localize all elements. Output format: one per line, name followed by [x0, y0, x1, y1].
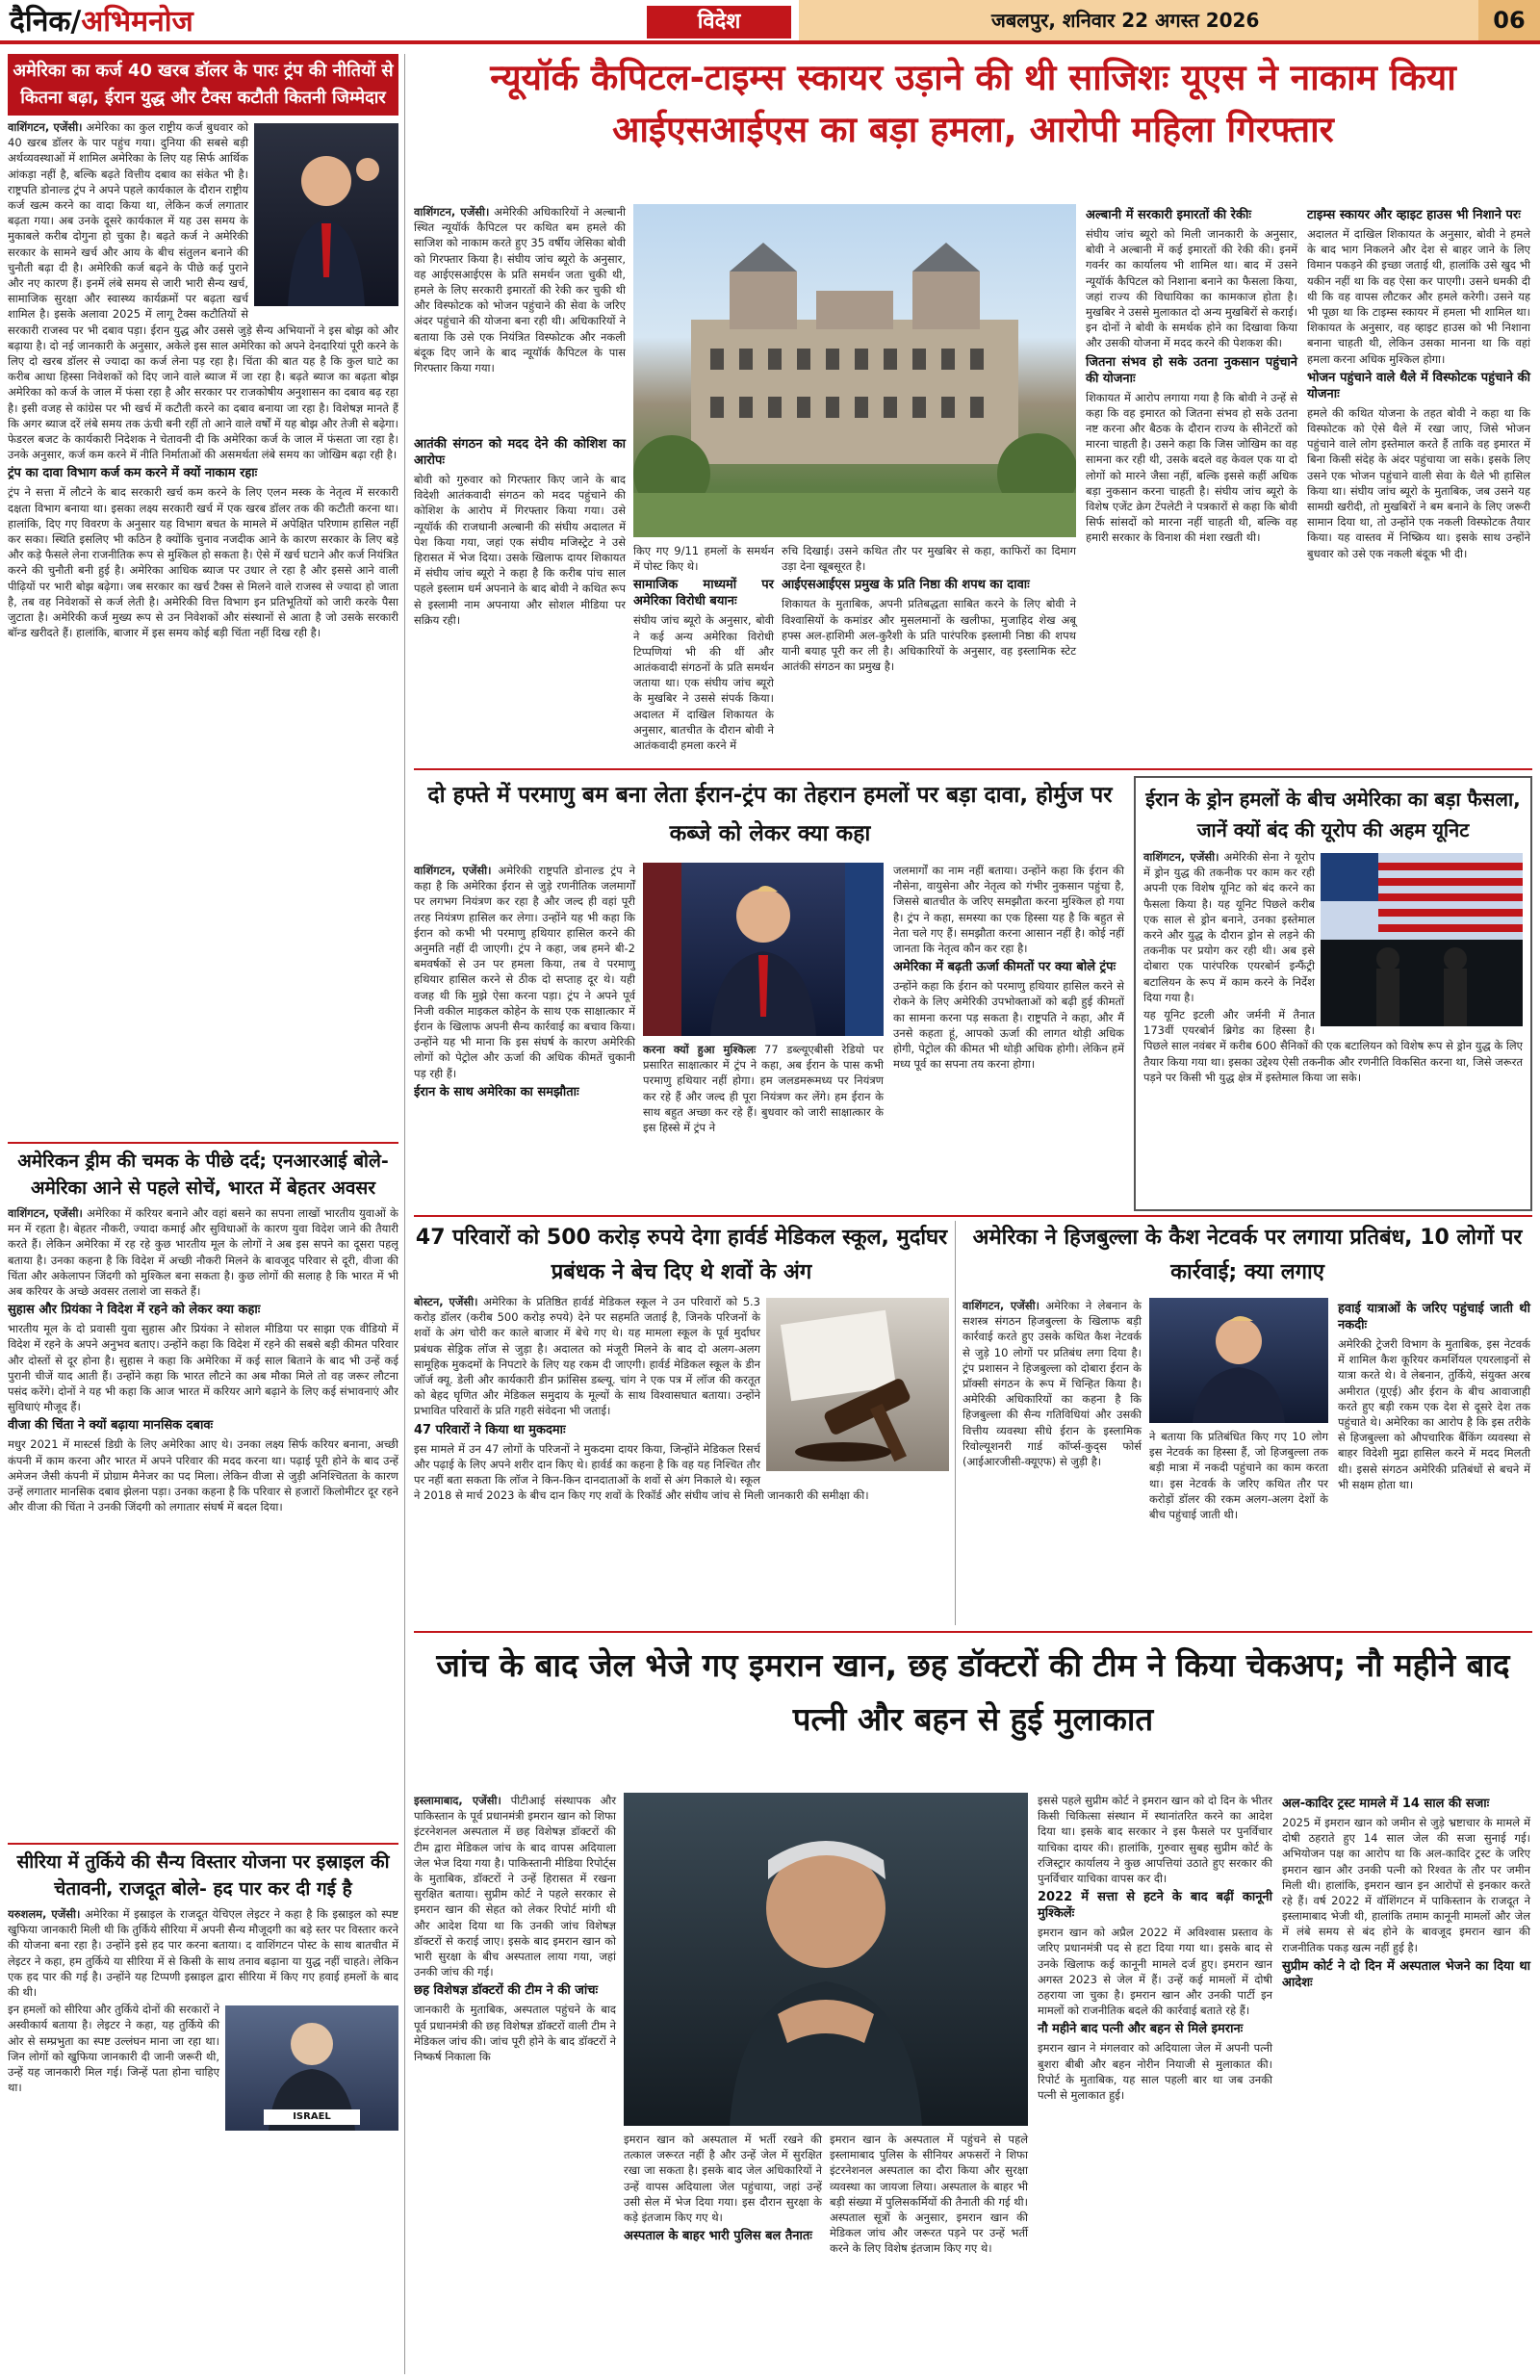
person-icon	[643, 863, 884, 1036]
newspaper-logo: दैनिक/अभिमनोज	[10, 5, 193, 39]
imran-khan-photo	[624, 1793, 1028, 2126]
building-icon	[633, 204, 1076, 537]
masthead-band	[799, 0, 1540, 40]
subhead: सुप्रीम कोर्ट ने दो दिन में अस्पताल भेजने का दिया था आदेशः	[1282, 1958, 1530, 1990]
subhead: जितना संभव हो सके उतना नुकसान पहुंचाने की योजनाः	[1086, 354, 1297, 386]
trump-speech-photo	[643, 863, 884, 1036]
capitol-building-photo	[633, 204, 1076, 537]
subhead: टाइम्स स्कायर और व्हाइट हाउस भी निशाने परः	[1307, 208, 1521, 222]
flag-icon	[1321, 853, 1523, 1026]
harvard-story: 47 परिवारों को 500 करोड़ रुपये देगा हार्वर्ड मेडिकल स्कूल, मुर्दाघर प्रबंधक ने बेच दिए थे शवों के अंग बोस्टन, एजेंसी। अमेरिका के प्रतिष्ठित हार्वर्ड मेडिकल स्कूल ने उन परिवारों को 5.3 करोड़ डॉलर (करीब 500 करोड़ रुपये) देने पर सहमति जताई है, जिनके परिजनों के शवों के अंग चोरी कर काले बाजार में बेचे गए थे। यह मामला स्कूल के पूर्व मुर्दाघर प्रबंधक सेड्रिक लॉज से जुड़ा है। अदालत को मंजूरी मिलने के बाद दो अलग-अलग सामूहिक मुकदमों के निपटारे के लिए यह रकम दी जाएगी। हार्वर्ड मेडिकल स्कूल के डीन जॉर्ज क्यू. डेली और कार्यकारी डीन फ्रांसिस डब्ल्यू. चांग ने एक पत्र में लॉज की करतूत को बेहद घृणित और मेडिकल समुदाय के मूल्यों के साथ विश्वासघात बताया। उन्होंने प्रभावित परिवारों के प्रति गहरी संवेदना भी जताई। 47 परिवारों ने किया था मुकदमाः इस मामले में उन 47 लोगों के परिजनों ने मुकदमा दायर किया, जिन्होंने मेडिकल रिसर्च और पढ़ाई के लिए अपने शरीर दान किए थे। हार्वर्ड का कहना है कि वह यह निश्चित तौर पर नहीं बता सकता कि लॉज ने किन-किन दानदाताओं के शवों से अंग निकाले थे। स्कूल ने 2018 से मार्च 2023 के बीच दान किए गए शवों के रिकॉर्ड और संघीय जांच से मिली जानकारी की समीक्षा की।	[414, 1221, 949, 1629]
lead-story-body: वाशिंगटन, एजेंसी। अमेरिकी अधिकारियों ने अल्बानी स्थित न्यूयॉर्क कैपिटल पर कथित बम हमले की साजिश को नाकाम करते हुए 35 वर्षीय जेसिका बोवी को गिरफ्तार किया है। संघीय जांच ब्यूरो के अनुसार, वह आईएसआईएस के प्रति समर्थन जता चुकी थी, हमले के लिए सरकारी इमारतों की रेकी कर चुकी थी और विस्फोटक को भोजन पहुंचाने की सेवा के जरिए अंदर पहुंचाने की योजना बना रही थी। अधिकारियों ने बताया कि उसे एक नियंत्रित विस्फोटक और नकली बंदूक दिए जाने के बाद न्यूयॉर्क कैपिटल के पास गिरफ्तार किया गया। आतंकी संगठन को मदद देने की कोशिश का आरोपः बोवी को गुरुवार को गिरफ्तार किए जाने के बाद विदेशी आतंकवादी संगठन को मदद पहुंचाने की कोशिश के आरोप में गिरफ्तार किया गया। उसे न्यूयॉर्क की राजधानी अल्बानी की संघीय अदालत में पेश किया गया, जहां एक संघीय मजिस्ट्रेट ने उसे हिरासत में भेज दिया। उसके खिलाफ दायर शिकायत में संघीय जांच ब्यूरो ने कहा है कि करीब पांच साल पहले इस्लाम धर्म अपनाने के बाद बोवी ने कथित रूप से इस्लामी नाम अपनाया और सोशल मीडिया पर सक्रिय रही। किए गए 9/11 हमलों के समर्थन में पोस्ट किए थे। सामाजिक माध्यमों पर अमेरिका विरोधी बयानः संघीय जांच ब्यूरो के अनुसार, बोवी ने कई अन्य अमेरिका विरोधी टिप्पणियां भी की थीं और आतंकवादी संगठनों के प्रति समर्थन जताया था। एक संघीय जांच ब्यूरो के मुखबिर ने उससे संपर्क किया। अदालत में दाखिल शिकायत के अनुसार, बातचीत के दौरान बोवी ने आतंकवादी हमला करने में रुचि दिखाई। उसने कथित तौर पर मुखबिर से कहा, काफिरों का दिमाग उड़ा देना खूबसूरत है। आईएसआईएस प्रमुख के प्रति निष्ठा की शपथ का दावाः शिकायत के मुताबिक, अपनी प्रतिबद्धता साबित करने के लिए बोवी ने विश्वासियों के कमांडर और मुसलमानों के खलीफा, मुजाहिद शेख अबू हफ्स अल-हाशिमी अल-कुरैशी के प्रति पारंपरिक इस्लामी निष्ठा की शपथ यानी बयाह पूरी कर ली है। अधिकारियों के अनुसार, वह इस्लामिक स्टेट आतंकी संगठन का प्रमुख है। अल्बानी में सरकारी इमारतों की रेकीः संघीय जांच ब्यूरो को मिली जानकारी के अनुसार, बोवी ने अल्बानी में कई इमारतों की रेकी की। इनमें गवर्नर का कार्यालय भी शामिल था। बाद में उसने न्यूयॉर्क कैपिटल को निशाना बनाने का फैसला किया, जहां राज्य की विधायिका का कामकाज होता है। मुखबिर ने उससे मुलाकात दो अन्य मुखबिरों से कराई। इन दोनों ने बोवी के समर्थक होने का दिखावा किया और उसकी योजना में मदद करने की पेशकश की। जितना संभव हो सके उतना नुकसान पहुंचाने की योजनाः शिकायत में आरोप लगाया गया है कि बोवी ने उन्हें से कहा कि वह इमारत को जितना संभव हो सके उतना नष्ट करना और बैठक के दौरान राज्य के सीनेटरों को मारना चाहती है। उसने कहा कि जिस जोखिम का वह सामना कर रही थी, उसके बदले वह केवल एक या दो लोगों को मारने जैसा नहीं, बल्कि इससे कहीं अधिक बड़ा नुकसान करना चाहती है। संघीय जांच ब्यूरो के विशेष एजेंट क्रेग टेंपलेटी ने पत्रकारों से कहा कि बोवी सिर्फ सांसदों को मारना नहीं चाहती थी, बल्कि वह हमारी सरकार के विनाश की मंशा रखती थी। टाइम्स स्कायर और व्हाइट हाउस भी निशाने परः अदालत में दाखिल शिकायत के अनुसार, बोवी ने हमले के बाद भाग निकलने और देश से बाहर जाने के लिए विमान पकड़ने की इच्छा जताई थी, हालांकि उसे खुद भी यकीन नहीं था कि वह ऐसा कर पाएगी। उसने धमकी दी थी कि वह वापस लौटकर और हमले करेगी। उसने यह भी पूछा था कि टाइम्स स्कायर में हमला भी शामिल था। शिकायत के अनुसार, वह व्हाइट हाउस को भी निशाना बनाना चाहती थी, लेकिन उसका मानना था कि वहां हमला करना अधिक मुश्किल होगा। भोजन पहुंचाने वाले थैले में विस्फोटक पहुंचाने की योजनाः हमले की कथित योजना के तहत बोवी ने कहा था कि विस्फोटक को ऐसे थैले में रखा जाए, जिसे भोजन पहुंचाने वाले लोग इस्तेमाल करते हैं ताकि वह इमारत में बिना किसी संदेह के अंदर पहुंचाया जा सके। इसके लिए उसने एक भोजन पहुंचाने वाली सेवा के थैले भी हासिल किया था। संघीय जांच ब्यूरो के मुताबिक, जब उसने यह सामग्री खरीदी, तो मुखबिरों ने बम बनाने के लिए जरूरी सामान दिया था, तो उन्होंने एक नकली विस्फोटक तैयार किया। यह वास्तव में निष्क्रिय था। इसके साथ उन्होंने बुधवार को उसे एक नकली बंदूक भी दी।	[414, 205, 1530, 753]
lead-headline: न्यूयॉर्क कैपिटल-टाइम्स स्कायर उड़ाने की थी साजिशः यूएस ने नाकाम किया आईएसआईएस का बड़ा हमला, आरोपी महिला गिरफ्तार	[490, 57, 1456, 150]
person-icon	[624, 1793, 1028, 2126]
subhead: हवाई यात्राओं के जरिए पहुंचाई जाती थी नकदीः	[1338, 1302, 1530, 1332]
trump-portrait-photo	[1149, 1298, 1328, 1423]
subhead: आईएसआईएस प्रमुख के प्रति निष्ठा की शपथ का दावाः	[782, 578, 1030, 593]
section-label: विदेश	[647, 6, 791, 39]
subhead: सामाजिक माध्यमों पर अमेरिका विरोधी बयानः	[633, 578, 774, 609]
gavel-icon	[766, 1298, 949, 1471]
subhead: ट्रंप का दावा विभाग कर्ज कम करने में क्यों नाकाम रहाः	[8, 466, 258, 481]
left-mid-story: अमेरिकन ड्रीम की चमक के पीछे दर्द; एनआरआई बोले- अमेरिका आने से पहले सोचें, भारत में बेहतर अवसर वाशिंगटन, एजेंसी। अमेरिका में करियर बनाने और वहां बसने का सपना लाखों भारतीय युवाओं के मन में रहता है। बेहतर नौकरी, ज्यादा कमाई और सुविधाओं के कारण युवा विदेश जाने की तैयारी करते हैं। लेकिन अमेरिका में रह रहे कुछ भारतीय मूल के लोगों ने अब इस सपने का दूसरा पहलू बताया है। उनका कहना है कि विदेश में अच्छी नौकरी मिलने के बावजूद परिवार से दूरी, वीजा की चिंता और अकेलापन जिंदगी को मुश्किल बना सकता है। कुछ लोगों की सलाह है कि भारत में भी अब करियर के अच्छे अवसर तलाशे जा सकते हैं। सुहास और प्रियंका ने विदेश में रहने को लेकर क्या कहाः भारतीय मूल के दो प्रवासी युवा सुहास और प्रियंका ने सोशल मीडिया पर साझा एक वीडियो में विदेश में रहने के अपने अनुभव बताए। उन्होंने कहा कि विदेश में रहने की सबसे बड़ी कीमत परिवार और दोस्तों से दूर होना है। सुहास ने कहा कि अमेरिका में कई साल बिताने के बाद भी उन्हें कई पुरानी चीजें याद आती हैं। उन्होंने कहा कि भारत लौटने का अब मौका मिले तो वह जरूर लौटना पसंद करेंगे। दोनों ने यह भी कहा कि आज भारत में करियर आगे बढ़ाने के लिए कई संभावनाएं और सुविधाएं मौजूद हैं। वीजा की चिंता ने क्यों बढ़ाया मानसिक दबावः मधुर 2021 में मास्टर्स डिग्री के लिए अमेरिका आए थे। उनका लक्ष्य सिर्फ करियर बनाना, अच्छी कंपनी में काम करना और भारत में अपने परिवार की मदद करना था। पढ़ाई पूरी होने के बाद उन्हें अमेजन जैसी कंपनी में प्रोग्राम मैनेजर का पद मिला। लेकिन वीजा से जुड़ी अनिश्चितता के कारण उन्हें लगातार मानसिक दबाव झेलना पड़ा। उनका कहना है कि परिवार से हजारों किलोमीटर दूर रहने और वीजा की चिंता ने उनकी जिंदगी को लगातार संघर्ष में बदल दिया।	[8, 1148, 398, 1841]
drone-headline: ईरान के ड्रोन हमलों के बीच अमेरिका का बड़ा फैसला, जानें क्यों बंद की यूरोप की अहम यूनिट	[1145, 788, 1521, 841]
trump-photo	[254, 123, 398, 306]
subhead: अल्बानी में सरकारी इमारतों की रेकीः	[1086, 208, 1251, 222]
left-bottom-headline: सीरिया में तुर्किये की सैन्य विस्तार योजना पर इस्राइल की चेतावनी, राजदूत बोले- हद पार कर दी गई है	[16, 1851, 390, 1900]
issue-date: जबलपुर, शनिवार 22 अगस्त 2026	[991, 9, 1260, 32]
subhead: ईरान के साथ अमेरिका का समझौताः	[414, 1084, 579, 1099]
subhead: आतंकी संगठन को मदद देने की कोशिश का आरोपः	[414, 437, 626, 468]
person-icon	[1149, 1298, 1328, 1423]
subhead: वीजा की चिंता ने क्यों बढ़ाया मानसिक दबावः	[8, 1418, 214, 1434]
nameplate-label: ISRAEL	[264, 2109, 360, 2125]
iran-story: दो हफ्ते में परमाणु बम बना लेता ईरान-ट्रंप का तेहरान हमलों पर बड़ा दावा, होर्मुज पर कब्जे को लेकर क्या कहा वाशिंगटन, एजेंसी। अमेरिकी राष्ट्रपति डोनाल्ड ट्रंप ने कहा है कि अमेरिका ईरान से जुड़े रणनीतिक जलमार्गों पर लगभग नियंत्रण कर रहा है और जल्द ही वहां पूरी तरह नियंत्रण हासिल कर लेगा। उन्होंने यह भी कहा कि ईरान को कभी भी परमाणु हथियार हासिल करने की अनुमति नहीं दी जाएगी। ट्रंप ने कहा, जब हमने बी-2 बमवर्षकों से उन पर हमला किया, तब वे परमाणु हथियार हासिल करने से ठीक दो सप्ताह दूर थे। यही वजह थी कि मुझे ऐसा करना पड़ा। ट्रंप ने अपने पूर्व निजी वकील माइकल कोहेन के साथ एक साक्षात्कार में ईरान के खिलाफ अपनी सैन्य कार्रवाई का बचाव किया। उन्होंने यह भी माना कि इस संघर्ष के कारण अमेरिकी लोगों को पेट्रोल और ऊर्जा की अधिक कीमतें चुकानी पड़ रही हैं। ईरान के साथ अमेरिका का समझौताः करना क्यों हुआ मुश्किलः 77 डब्ल्यूएबीसी रेडियो पर प्रसारित साक्षात्कार में ट्रंप ने कहा, अब ईरान के पास कभी परमाणु हथियार नहीं होगा। हम जलडमरूमध्य पर नियंत्रण कर रहे हैं और जल्द ही पूरा नियंत्रण कर लेंगे। हम ईरान के साथ बहुत अच्छा कर रहे हैं। बुधवार को जारी साक्षात्कार के इस हिस्से में ट्रंप ने जलमार्गों का नाम नहीं बताया। उन्होंने कहा कि ईरान की नौसेना, वायुसेना और नेतृत्व को गंभीर नुकसान पहुंचा है, जिससे बातचीत के जरिए समझौता करना मुश्किल हो गया है। ट्रंप ने कहा, समस्या का एक हिस्सा यह है कि बहुत से नेता चले गए हैं। समझौता करना आसान नहीं है। कोई नहीं जानता कि नेतृत्व कौन कर रहा है। अमेरिका में बढ़ती ऊर्जा कीमतों पर क्या बोले ट्रंपः उन्होंने कहा कि ईरान को परमाणु हथियार हासिल करने से रोकने के लिए अमेरिकी उपभोक्ताओं को बढ़ी हुई कीमतों का सामना करना पड़ सकता है। राष्ट्रपति ने कहा, और मैं उनसे कहता हूं, आपको ऊर्जा की लागत थोड़ी अधिक होगी, पेट्रोल की कीमत भी थोड़ी अधिक होगी। लेकिन हमें मध्य पूर्व का सपना तय करना होगा।	[414, 776, 1126, 1219]
drone-story-box: ईरान के ड्रोन हमलों के बीच अमेरिका का बड़ा फैसला, जानें क्यों बंद की यूरोप की अहम यूनिट वाशिंगटन, एजेंसी। अमेरिकी सेना ने यूरोप में ड्रोन युद्ध की तकनीक पर काम कर रही अपनी एक विशेष यूनिट को बंद करने का फैसला किया है। यह यूनिट पिछले करीब एक साल से ड्रोन बनाने, उनका इस्तेमाल करने और युद्ध के दौरान ड्रोन से लड़ने की तकनीक पर प्रयोग कर रही थी। अब इसे दोबारा एक पारंपरिक एयरबोर्न इन्फैंट्री बटालियन के रूप में काम करने के निर्देश दिया गया है। यह यूनिट इटली और जर्मनी में तैनात 173वीं एयरबोर्न ब्रिगेड का हिस्सा है। पिछले साल नवंबर में करीब 600 सैनिकों की एक बटालियन को विशेष रूप से ड्रोन युद्ध के लिए तैयार किया गया था। इसका उद्देश्य ऐसी तकनीक और रणनीति विकसित करना था, जिसे जरूरत पड़ने पर किसी भी युद्ध क्षेत्र में इस्तेमाल किया जा सके।	[1134, 776, 1532, 1211]
iran-headline: दो हफ्ते में परमाणु बम बना लेता ईरान-ट्रंप का तेहरान हमलों पर बड़ा दावा, होर्मुज पर कब्जे को लेकर क्या कहा	[427, 783, 1113, 846]
hezbollah-story: अमेरिका ने हिजबुल्ला के कैश नेटवर्क पर लगाया प्रतिबंध, 10 लोगों पर कार्रवाई; क्या लगाए वाशिंगटन, एजेंसी। अमेरिका ने लेबनान के सशस्त्र संगठन हिजबुल्ला के खिलाफ बड़ी कार्रवाई करते हुए उसके कथित कैश नेटवर्क से जुड़े 10 लोगों पर प्रतिबंध लगा दिया है। ट्रंप प्रशासन ने हिजबुल्ला को दोबारा ईरान के प्रॉक्सी संगठन के रूप में चिन्हित किया है। अमेरिकी अधिकारियों का कहना है कि हिजबुल्ला की सैन्य गतिविधियां और उसकी वित्तीय व्यवस्था सीधे ईरान के इस्लामिक रिवोल्यूशनरी गार्ड कॉर्प्स-कुद्स फोर्स (आईआरजीसी-क्यूएफ) से जुड़ी है। ने बताया कि प्रतिबंधित किए गए 10 लोग इस नेटवर्क का हिस्सा हैं, जो हिजबुल्ला तक बड़ी मात्रा में नकदी पहुंचाने का काम करता था। इस नेटवर्क के जरिए कथित तौर पर करोड़ों डॉलर की रकम अलग-अलग देशों के बीच पहुंचाई जाती थी। हवाई यात्राओं के जरिए पहुंचाई जाती थी नकदीः अमेरिकी ट्रेजरी विभाग के मुताबिक, इस नेटवर्क में शामिल कैश कूरियर कमर्शियल एयरलाइनों से यात्रा करते थे। वे लेबनान, तुर्किये, संयुक्त अरब अमीरात (यूएई) और ईरान के बीच आवाजाही करते हुए बड़ी रकम एक देश से दूसरे देश तक पहुंचाते थे। अमेरिका का आरोप है कि इस तरीके से हिजबुल्ला को औपचारिक बैंकिंग व्यवस्था से बाहर विदेशी मुद्रा हासिल करने में मदद मिलती थी। इससे संगठन अमेरिकी प्रतिबंधों से बचने में भी सक्षम होता था।	[962, 1221, 1532, 1629]
left-bottom-story: सीरिया में तुर्किये की सैन्य विस्तार योजना पर इस्राइल की चेतावनी, राजदूत बोले- हद पार कर दी गई है यरुशलम, एजेंसी। अमेरिका में इस्राइल के राजदूत येचिएल लेइटर ने कहा है कि इस्राइल को स्पष्ट खुफिया जानकारी मिली थी कि तुर्किये सीरिया में अपनी सैन्य मौजूदगी का बड़े स्तर पर विस्तार करने की योजना बना रहा है। उन्होंने इसे हद पार करना बताया। द वाशिंगटन पोस्ट के साथ बातचीत में लेइटर ने कहा, हम तुर्किये या सीरिया में से किसी के साथ तनाव बढ़ाना या युद्ध नहीं चाहते। लेकिन एक हद पार की गई है। उन्होंने यह टिप्पणी इस्राइल द्वारा सीरिया में किए गए हवाई हमलों के बाद की थी। ISRAEL इन हमलों को सीरिया और तुर्किये दोनों की सरकारों ने अस्वीकार्य बताया है। लेइटर ने कहा, यह तुर्किये की ओर से सम्प्रभुता का स्पष्ट उल्लंघन माना जा रहा था। जिन लोगों को खुफिया जानकारी दी जानी जरूरी थी, उन्हें यह जानकारी मिल गई। जिन्हें पता होना चाहिए था।	[8, 1849, 398, 2374]
left-top-story: अमेरिका का कर्ज 40 खरब डॉलर के पारः ट्रंप की नीतियों से कितना बढ़ा, ईरान युद्ध और टैक्स कटौती कितनी जिम्मेदार वाशिंगटन, एजेंसी। अमेरिका का कुल राष्ट्रीय कर्ज बुधवार को 40 खरब डॉलर के पार पहुंच गया। दुनिया की सबसे बड़ी अर्थव्यवस्थाओं में शामिल अमेरिका के लिए यह सिर्फ आर्थिक आंकड़ा नहीं है, बल्कि बढ़ते वित्तीय दबाव का संकेत भी है। राष्ट्रपति डोनाल्ड ट्रंप ने अपने पहले कार्यकाल के दौरान राष्ट्रीय कर्ज खत्म करने का वादा किया था, लेकिन कर्ज लगातार बढ़ता गया। अब उनके दूसरे कार्यकाल में यह उस समय के मुकाबले करीब दोगुना हो चुका है। बढ़ते कर्ज ने अमेरिकी सरकार के सामने खर्च और आय के बीच संतुलन बनाने की चुनौती बढ़ा दी है। अमेरिकी कर्ज बढ़ने के पीछे कई पुराने और नए कारण हैं। इनमें लंबे समय से जारी भारी सैन्य खर्च, सामाजिक सुरक्षा और स्वास्थ्य कार्यक्रमों पर बढ़ता खर्च शामिल है। इसके अलावा 2025 में लागू टैक्स कटौतियों से सरकारी राजस्व पर भी दबाव पड़ा। ईरान युद्ध और उससे जुड़े सैन्य अभियानों ने इस बोझ को और बढ़ाया है। दो नई जानकारी के अनुसार, अकेले इस साल अमेरिका को अपने देनदारियां पूरी करने के लिए दो खरब डॉलर से ज्यादा का कर्ज लेना पड़ रहा है। चिंता की बात यह है कि कुल घाटे का करीब आधा हिस्सा निवेशकों को दिए जाने वाले ब्याज में जा रहा है। बढ़ते ब्याज का बढ़ता बोझ अमेरिका को कर्ज के जाल में फंसा रहा है और सरकार पर राजकोषीय अनुशासन का दबाव बढ़ रहा है। इसी वजह से कांग्रेस पर भी खर्च में कटौती करने का दबाव बनाया जा रहा है। विशेषज्ञ मानते हैं कि अगर ब्याज दरें लंबे समय तक ऊंची बनी रहीं तो आने वाले वर्षों में यह बोझ और तेजी से बढ़ेगा। फेडरल बजट के कार्यकारी निदेशक ने चेतावनी दी कि अमेरिका कर्ज के जाल में फंसता जा रहा है। उनके अनुसार, कर्ज कम करने में नीति निर्माताओं की असमर्थता लंबे समय का जोखिम बढ़ा रही है। ट्रंप का दावा विभाग कर्ज कम करने में क्यों नाकाम रहाः ट्रंप ने सत्ता में लौटने के बाद सरकारी खर्च कम करने के लिए एलन मस्क के नेतृत्व में सरकारी दक्षता विभाग बनाया था। इसका लक्ष्य सरकारी खर्च में एक खरब डॉलर तक की कटौती करना था। हालांकि, दिए गए विवरण के अनुसार यह विभाग बचत के मामले में अपेक्षित परिणाम हासिल नहीं कर सका। स्थिति इसलिए भी कठिन है क्योंकि चुनाव नजदीक आने के कारण सरकार के लिए बड़े और कड़े फैसले लेना राजनीतिक रूप से मुश्किल हो सकता है। ऐसे में खर्च घटाने और कर्ज नियंत्रित करने की चुनौती बनी हुई है। अमेरिका आधिक ब्याज पर उधार ले रहा है और इससे आने वाली पीढ़ियों पर भारी बोझ बढ़ेगा। जब सरकार का खर्च टैक्स से मिलने वाले राजस्व से ज्यादा हो जाता है, तब वह निवेशकों से कर्ज लेती है। अमेरिकी वित्त विभाग इन प्रतिभूतियों को जारी करके पैसा जुटाता है। अमेरिकी कर्ज मुख्य रूप से उन निवेशकों और संस्थानों से आता है जो उसके सरकारी बॉन्ड खरीदते हैं। हालांकि, बाजार में इस समय कोई बड़ी चिंता नहीं दिख रही है।	[8, 54, 398, 1138]
gavel-photo	[766, 1298, 949, 1471]
imran-story-body: इस्लामाबाद, एजेंसी। पीटीआई संस्थापक और पाकिस्तान के पूर्व प्रधानमंत्री इमरान खान को शिफा इंटरनेशनल अस्पताल में छह विशेषज्ञ डॉक्टरों की टीम द्वारा मेडिकल जांच के बाद वापस अदियाला जेल भेज दिया गया है। पाकिस्तानी मीडिया रिपोर्ट्स के मुताबिक, डॉक्टरों ने उन्हें हिरासत में रखना सुरक्षित बताया। सुप्रीम कोर्ट ने पहले सरकार से इमरान खान की सेहत को लेकर रिपोर्ट मांगी थी और आदेश दिया था कि उनकी जांच विशेषज्ञ डॉक्टरों से कराई जाए। इसके बाद इमरान खान को भारी सुरक्षा के बीच अस्पताल लाया गया, जहां उनकी जांच की गई। छह विशेषज्ञ डॉक्टरों की टीम ने की जांचः जानकारी के मुताबिक, अस्पताल पहुंचने के बाद पूर्व प्रधानमंत्री की छह विशेषज्ञ डॉक्टरों वाली टीम ने मेडिकल जांच की। जांच पूरी होने के बाद डॉक्टरों ने निष्कर्ष निकाला कि इमरान खान को अस्पताल में भर्ती रखने की तत्काल जरूरत नहीं है और उन्हें जेल में सुरक्षित रखा जा सकता है। इसके बाद जेल अधिकारियों ने उन्हें वापस अदियाला जेल पहुंचाया, जहां उन्हें उसी सेल में भेज दिया गया। इस दौरान सुरक्षा के कड़े इंतजाम किए गए थे। अस्पताल के बाहर भारी पुलिस बल तैनातः इमरान खान के अस्पताल में पहुंचने से पहले इस्लामाबाद पुलिस के सीनियर अफसरों ने शिफा इंटरनेशनल अस्पताल का दौरा किया और सुरक्षा व्यवस्था का जायजा लिया। अस्पताल के बाहर भी बड़ी संख्या में पुलिसकर्मियों की तैनाती की गई थी। अस्पताल सूत्रों के अनुसार, इमरान खान की मेडिकल जांच और जरूरत पड़ने पर उन्हें भर्ती करने के लिए विशेष इंतजाम किए गए थे। इससे पहले सुप्रीम कोर्ट ने इमरान खान को दो दिन के भीतर किसी चिकित्सा संस्थान में स्थानांतरित करने का आदेश दिया था। इसके बाद सरकार ने इस फैसले पर पुनर्विचार याचिका दायर की। हालांकि, गुरुवार सुबह सुप्रीम कोर्ट के रजिस्ट्रार कार्यालय ने कुछ आपत्तियां उठाते हुए सरकार की पुनर्विचार याचिका वापस कर दी। 2022 में सत्ता से हटने के बाद बढ़ीं कानूनी मुश्किलेंः इमरान खान को अप्रैल 2022 में अविश्वास प्रस्ताव के जरिए प्रधानमंत्री पद से हटा दिया गया था। इसके बाद से उनके खिलाफ कई कानूनी मामले दर्ज हुए। इमरान खान अगस्त 2023 से जेल में हैं। उन्हें कई मामलों में दोषी ठहराया जा चुका है। इमरान खान और उनकी पार्टी इन मामलों को राजनीतिक बदले की कार्रवाई बताते रहे हैं। नौ महीने बाद पत्नी और बहन से मिले इमरानः इमरान खान ने मंगलवार को अदियाला जेल में अपनी पत्नी बुशरा बीबी और बहन नोरीन नियाजी से मुलाकात की। रिपोर्ट के मुताबिक, यह साल पहली बार था जब उनकी पत्नी से मुलाकात हुई। अल-कादिर ट्रस्ट मामले में 14 साल की सजाः 2025 में इमरान खान को जमीन से जुड़े भ्रष्टाचार के मामले में दोषी ठहराते हुए 14 साल जेल की सजा सुनाई गई। अभियोजन पक्ष का आरोप था कि अल-कादिर ट्रस्ट के जरिए इमरान खान और उनकी पत्नी को रिश्वत के तौर पर जमीन मिली थी। हालांकि, इमरान खान इन आरोपों से इनकार करते रहे हैं। वर्ष 2022 में वॉशिंगटन में पाकिस्तान के राजदूत ने इस्लामाबाद भेजी थी, हालांकि तमाम कानूनी मामलों और जेल में लंबे समय से बंद होने के बावजूद इमरान खान की राजनीतिक पकड़ खत्म नहीं हुई है। सुप्रीम कोर्ट ने दो दिन में अस्पताल भेजने का दिया था आदेशः	[414, 1794, 1530, 2256]
subhead: नौ महीने बाद पत्नी और बहन से मिले इमरानः	[1038, 2022, 1244, 2037]
imran-headline: जांच के बाद जेल भेजे गए इमरान खान, छह डॉक्टरों की टीम ने किया चेकअप; नौ महीने बाद पत्नी और बहन से हुई मुलाकात	[436, 1646, 1510, 1738]
subhead: अस्पताल के बाहर भारी पुलिस बल तैनातः	[624, 2229, 812, 2244]
subhead: छह विशेषज्ञ डॉक्टरों की टीम ने की जांचः	[414, 1983, 599, 1999]
subhead: अमेरिका में बढ़ती ऊर्जा कीमतों पर क्या बोले ट्रंपः	[893, 960, 1116, 975]
person-icon	[254, 123, 398, 306]
soldiers-photo	[1321, 853, 1523, 1026]
subhead: सुहास और प्रियंका ने विदेश में रहने को लेकर क्या कहाः	[8, 1303, 261, 1318]
subhead: 47 परिवारों ने किया था मुकदमाः	[414, 1422, 566, 1437]
left-mid-headline: अमेरिकन ड्रीम की चमक के पीछे दर्द; एनआरआई बोले- अमेरिका आने से पहले सोचें, भारत में बेहतर अवसर	[17, 1151, 389, 1199]
page-number: 06	[1478, 0, 1540, 40]
hezbollah-headline: अमेरिका ने हिजबुल्ला के कैश नेटवर्क पर लगाया प्रतिबंध, 10 लोगों पर कार्रवाई; क्या लगाए	[972, 1226, 1523, 1284]
masthead	[0, 0, 1540, 44]
subhead: 2022 में सत्ता से हटने के बाद बढ़ीं कानूनी मुश्किलेंः	[1038, 1890, 1272, 1922]
left-top-headline: अमेरिका का कर्ज 40 खरब डॉलर के पारः ट्रंप की नीतियों से कितना बढ़ा, ईरान युद्ध और टैक्स कटौती कितनी जिम्मेदार	[8, 54, 398, 116]
subhead: अल-कादिर ट्रस्ट मामले में 14 साल की सजाः	[1282, 1797, 1490, 1811]
envoy-photo	[225, 2005, 398, 2131]
harvard-headline: 47 परिवारों को 500 करोड़ रुपये देगा हार्वर्ड मेडिकल स्कूल, मुर्दाघर प्रबंधक ने बेच दिए थे शवों के अंग	[415, 1226, 948, 1284]
subhead: भोजन पहुंचाने वाले थैले में विस्फोटक पहुंचाने की योजनाः	[1307, 370, 1530, 401]
